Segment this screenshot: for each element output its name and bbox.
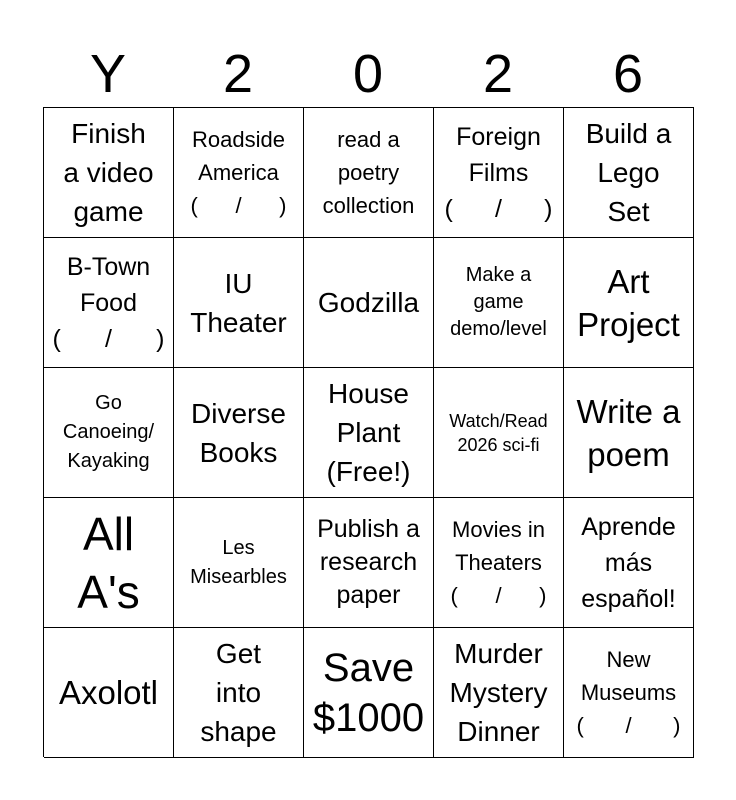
header-letter: 2	[482, 44, 514, 104]
cell-line: Misearbles	[190, 565, 287, 588]
cell-line: All	[82, 507, 135, 560]
tally-slash: /	[495, 194, 502, 223]
bingo-header	[43, 40, 693, 108]
bingo-cell[interactable]	[564, 498, 694, 628]
header-letter: 0	[352, 44, 384, 104]
cell-line: (Free!)	[326, 456, 411, 487]
header-letter: 2	[222, 44, 254, 104]
cell-line: Publish a	[317, 515, 420, 543]
cell-line: Art	[607, 262, 650, 300]
tally-slash: /	[105, 324, 112, 353]
tally-close: )	[673, 713, 681, 738]
bingo-cell[interactable]	[174, 368, 304, 498]
tally-counter	[445, 191, 553, 227]
cell-line: a video	[63, 157, 154, 188]
cell-line: game	[73, 196, 144, 227]
cell-line: español!	[581, 584, 676, 613]
cell-line: Murder	[454, 638, 543, 669]
cell-line: New	[606, 647, 651, 672]
bingo-cell[interactable]	[304, 108, 434, 238]
cell-line: poetry	[337, 160, 400, 185]
bingo-cell[interactable]	[174, 628, 304, 758]
cell-line: Finish	[71, 118, 146, 149]
cell-line: Save	[322, 645, 415, 690]
cell-line: research	[319, 548, 418, 576]
cell-line: Make a	[465, 264, 532, 286]
cell-line: Get	[215, 638, 262, 669]
cell-line: Godzilla	[317, 287, 420, 318]
tally-slash: /	[495, 583, 502, 608]
cell-line: Aprende	[581, 512, 676, 541]
bingo-cell[interactable]	[304, 498, 434, 628]
cell-line: collection	[322, 193, 415, 218]
cell-line: Museums	[580, 680, 677, 705]
bingo-cell[interactable]	[174, 498, 304, 628]
cell-line: Build a	[585, 118, 672, 149]
tally-slash: /	[625, 713, 632, 738]
cell-line: Canoeing/	[62, 421, 155, 443]
bingo-cell[interactable]	[44, 108, 174, 238]
cell-line: Movies in	[452, 517, 545, 542]
tally-close: )	[279, 193, 287, 218]
bingo-cell[interactable]	[434, 368, 564, 498]
tally-close: )	[156, 324, 165, 353]
cell-line: read a	[337, 127, 400, 152]
cell-line: House	[328, 378, 409, 409]
cell-line: 2026 sci-fi	[457, 434, 540, 455]
cell-line: Axolotl	[58, 674, 159, 711]
tally-open: (	[444, 194, 453, 223]
cell-line: IU	[224, 267, 253, 299]
bingo-cell[interactable]	[434, 238, 564, 368]
tally-open: (	[52, 324, 61, 353]
cell-line: Set	[607, 196, 650, 227]
bingo-cell[interactable]	[564, 238, 694, 368]
bingo-cell[interactable]	[304, 238, 434, 368]
header-letter: Y	[89, 44, 127, 104]
tally-counter	[451, 579, 547, 612]
tally-open: (	[576, 713, 584, 738]
cell-line: demo/level	[450, 318, 547, 340]
cell-line: Go	[95, 392, 122, 414]
bingo-cell[interactable]	[44, 238, 174, 368]
cell-line: Diverse	[191, 397, 286, 429]
cell-line: shape	[200, 716, 277, 747]
bingo-cell[interactable]	[44, 368, 174, 498]
bingo-cell[interactable]	[564, 108, 694, 238]
bingo-grid	[43, 107, 694, 757]
cell-line: Food	[80, 288, 137, 317]
cell-line: Mystery	[449, 677, 548, 708]
cell-line: America	[198, 160, 279, 185]
tally-close: )	[544, 194, 553, 223]
bingo-cell[interactable]	[304, 368, 434, 498]
cell-line: Kayaking	[67, 450, 150, 472]
bingo-cell[interactable]	[44, 628, 174, 758]
cell-line: poem	[587, 435, 670, 473]
cell-line: game	[473, 291, 524, 313]
tally-counter	[577, 709, 681, 742]
tally-open: (	[450, 583, 458, 608]
cell-line: into	[215, 677, 262, 708]
bingo-cell[interactable]	[434, 108, 564, 238]
cell-line: Films	[468, 158, 529, 187]
cell-line: A's	[77, 565, 140, 618]
cell-line: paper	[336, 581, 401, 609]
bingo-cell[interactable]	[174, 108, 304, 238]
bingo-cell[interactable]	[434, 628, 564, 758]
cell-line: Project	[577, 305, 680, 343]
tally-counter	[191, 189, 287, 222]
cell-line: Dinner	[457, 716, 540, 747]
cell-line: Books	[199, 436, 278, 468]
cell-line: Theaters	[455, 550, 542, 575]
tally-slash: /	[235, 193, 242, 218]
cell-line: Theater	[190, 306, 287, 338]
bingo-cell[interactable]	[174, 238, 304, 368]
bingo-cell[interactable]	[44, 498, 174, 628]
cell-line: Watch/Read	[449, 410, 548, 431]
bingo-cell[interactable]	[564, 628, 694, 758]
cell-line: Les	[222, 536, 255, 559]
tally-counter	[53, 321, 165, 357]
cell-line: Write a	[576, 392, 681, 430]
bingo-cell[interactable]	[564, 368, 694, 498]
tally-close: )	[539, 583, 547, 608]
header-letter: 6	[612, 44, 644, 104]
cell-line: más	[604, 548, 653, 577]
cell-line: Plant	[336, 417, 401, 448]
cell-line: $1000	[312, 695, 425, 740]
cell-line: B-Town	[66, 252, 151, 281]
cell-line: Foreign	[456, 122, 541, 151]
cell-line: Roadside	[192, 127, 285, 152]
cell-line: Lego	[597, 157, 660, 188]
bingo-cell[interactable]	[304, 628, 434, 758]
bingo-cell[interactable]	[434, 498, 564, 628]
tally-open: (	[190, 193, 198, 218]
